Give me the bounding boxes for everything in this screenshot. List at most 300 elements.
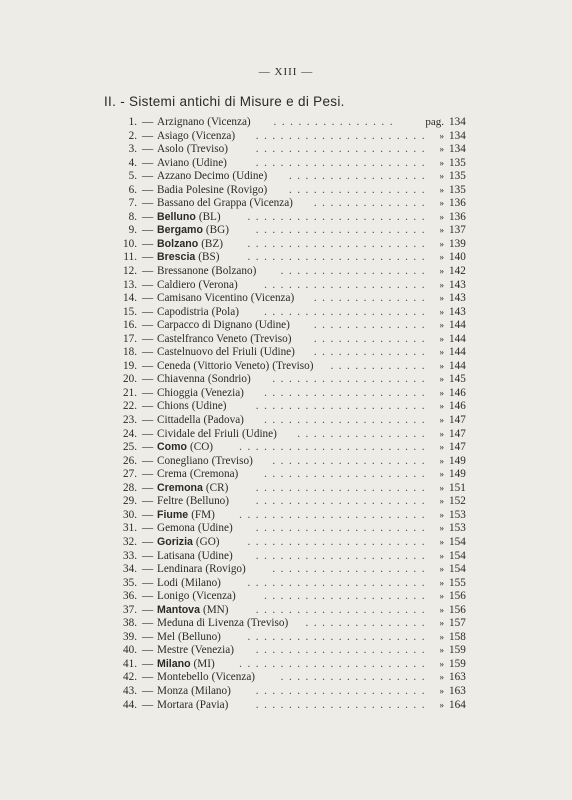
entry-place-name: Cividale del Friuli xyxy=(157,427,240,440)
entry-page-number: 135 xyxy=(449,156,466,169)
entry-dash: — xyxy=(142,386,154,399)
toc-entry xyxy=(0,184,572,198)
dot-leader: .................... xyxy=(264,305,430,318)
entry-number: 8. xyxy=(128,210,137,223)
toc-entry xyxy=(0,536,572,550)
entry-number: 21. xyxy=(123,386,137,399)
entry-number: 6. xyxy=(128,183,137,196)
entry-province: (Vicenza) xyxy=(192,590,236,603)
dot-leader: .............. xyxy=(313,292,430,305)
entry-page-number: 147 xyxy=(449,441,466,454)
entry-province: (Treviso) xyxy=(211,454,253,467)
entry-number: 37. xyxy=(123,603,137,616)
toc-entry xyxy=(0,224,572,238)
entry-province: (BZ) xyxy=(201,237,223,250)
entry-number: 40. xyxy=(123,644,137,657)
pag-label: pag. xyxy=(425,116,444,128)
ditto-mark: » xyxy=(439,144,444,155)
toc-entry xyxy=(0,211,572,225)
entry-province: (Milano) xyxy=(181,576,221,589)
entry-page-number: 145 xyxy=(449,373,466,386)
entry-number: 30. xyxy=(123,508,137,521)
entry-province: (BL) xyxy=(198,210,221,223)
entry-place-name: Ceneda (Vittorio Veneto) xyxy=(157,359,270,372)
entry-dash: — xyxy=(142,617,154,630)
entry-page-number: 135 xyxy=(449,170,466,183)
ditto-mark: » xyxy=(439,320,444,331)
entry-province: (Milano) xyxy=(191,684,231,697)
entry-number: 16. xyxy=(123,319,137,332)
entry-place-name: Conegliano xyxy=(157,454,209,467)
entry-title xyxy=(157,685,231,699)
entry-title xyxy=(157,590,236,604)
entry-province: (Verona) xyxy=(198,278,238,291)
ditto-mark: » xyxy=(439,184,444,195)
entry-place-name: Mortara xyxy=(157,698,194,711)
entry-page-number: 159 xyxy=(449,657,466,670)
entry-number: 22. xyxy=(123,400,137,413)
entry-title xyxy=(157,373,251,387)
entry-dash: — xyxy=(142,373,154,386)
entry-dash: — xyxy=(142,644,154,657)
entry-dash: — xyxy=(142,332,154,345)
dot-leader: ................... xyxy=(272,563,430,576)
dot-leader: ..................... xyxy=(255,549,430,562)
entry-number: 18. xyxy=(123,346,137,359)
ditto-mark: » xyxy=(439,252,444,263)
entry-title xyxy=(157,536,220,550)
entry-page-number: 149 xyxy=(449,454,466,467)
entry-dash: — xyxy=(142,549,154,562)
entry-title xyxy=(157,387,244,401)
toc-entry xyxy=(0,319,572,333)
ditto-mark: » xyxy=(439,347,444,358)
entry-dash: — xyxy=(142,359,154,372)
entry-dash: — xyxy=(142,481,154,494)
entry-page-number: 137 xyxy=(449,224,466,237)
entry-page-number: 140 xyxy=(449,251,466,264)
toc-entry xyxy=(0,617,572,631)
entry-title xyxy=(157,604,228,618)
entry-dash: — xyxy=(142,441,154,454)
toc-entry xyxy=(0,251,572,265)
ditto-mark: » xyxy=(439,482,444,493)
entry-page-number: 134 xyxy=(449,143,466,156)
entry-page-number: 144 xyxy=(449,319,466,332)
dot-leader: .................. xyxy=(280,671,430,684)
toc-entry xyxy=(0,604,572,618)
entry-title xyxy=(157,509,215,523)
toc-entry xyxy=(0,685,572,699)
entry-dash: — xyxy=(142,454,154,467)
ditto-mark: » xyxy=(439,564,444,575)
entry-place-name: Latisana xyxy=(157,549,195,562)
entry-province: (Pavia) xyxy=(196,698,229,711)
entry-province: (Udine) xyxy=(197,522,233,535)
entry-page-number: 156 xyxy=(449,603,466,616)
dot-leader: ............... xyxy=(273,116,398,128)
entry-number: 25. xyxy=(123,441,137,454)
section-title: II. - Sistemi antichi di Misure e di Pesi. xyxy=(104,94,345,109)
entry-place-name: Lonigo xyxy=(157,590,190,603)
toc-entry xyxy=(0,577,572,591)
toc-entry xyxy=(0,265,572,279)
entry-place-name: Mantova xyxy=(157,603,200,616)
entry-title xyxy=(157,414,244,428)
entry-title xyxy=(157,617,288,631)
dot-leader: ..................... xyxy=(255,495,430,508)
entry-number: 4. xyxy=(128,156,137,169)
entry-page-number: 163 xyxy=(449,671,466,684)
dot-leader: ..................... xyxy=(255,684,430,697)
entry-number: 38. xyxy=(123,617,137,630)
entry-dash: — xyxy=(142,603,154,616)
entry-province: (Treviso) xyxy=(272,359,314,372)
dot-leader: ....................... xyxy=(239,657,430,670)
entry-province: (MN) xyxy=(202,603,229,616)
entry-province: (Udine) xyxy=(232,170,268,183)
ditto-mark: » xyxy=(439,523,444,534)
dot-leader: ...................... xyxy=(247,251,430,264)
ditto-mark: » xyxy=(439,604,444,615)
entry-dash: — xyxy=(142,305,154,318)
entry-province: (Sondrio) xyxy=(207,373,251,386)
dot-leader: .................. xyxy=(280,265,430,278)
entry-title xyxy=(157,265,256,279)
entry-number: 10. xyxy=(123,237,137,250)
ditto-mark: » xyxy=(439,387,444,398)
entry-title xyxy=(157,658,215,672)
dot-leader: ...................... xyxy=(247,535,430,548)
entry-page-number: 151 xyxy=(449,481,466,494)
dot-leader: ....................... xyxy=(239,508,430,521)
dot-leader: ..................... xyxy=(255,522,430,535)
entry-title xyxy=(157,495,229,509)
entry-title xyxy=(157,306,239,320)
entry-place-name: Mel xyxy=(157,630,176,643)
entry-page-number: 144 xyxy=(449,359,466,372)
entry-dash: — xyxy=(142,224,154,237)
dot-leader: .................... xyxy=(264,386,430,399)
entry-title xyxy=(157,563,246,577)
entry-place-name: Lodi xyxy=(157,576,179,589)
entry-title xyxy=(157,197,293,211)
entry-page-number: 142 xyxy=(449,265,466,278)
entry-page-number: 146 xyxy=(449,386,466,399)
entry-number: 32. xyxy=(123,535,137,548)
ditto-mark: » xyxy=(439,157,444,168)
entry-place-name: Arzignano xyxy=(157,116,205,128)
ditto-mark: » xyxy=(439,496,444,507)
toc-entry xyxy=(0,550,572,564)
ditto-mark: » xyxy=(439,198,444,209)
toc-entry xyxy=(0,495,572,509)
ditto-mark: » xyxy=(439,645,444,656)
dot-leader: ................. xyxy=(288,170,430,183)
ditto-mark: » xyxy=(439,266,444,277)
entry-province: (FM) xyxy=(191,508,215,521)
entry-number: 14. xyxy=(123,292,137,305)
entry-number: 13. xyxy=(123,278,137,291)
entry-province: (Treviso) xyxy=(246,617,289,630)
ditto-mark: » xyxy=(439,333,444,344)
entry-title xyxy=(157,238,223,252)
entry-province: (Udine) xyxy=(242,427,277,440)
toc-entry xyxy=(0,441,572,455)
entry-place-name: Crema xyxy=(157,468,187,481)
toc-entry xyxy=(0,414,572,428)
entry-dash: — xyxy=(142,251,154,264)
dot-leader: .............. xyxy=(313,319,430,332)
entry-number: 31. xyxy=(123,522,137,535)
toc-entry xyxy=(0,482,572,496)
ditto-mark: » xyxy=(439,672,444,683)
entry-dash: — xyxy=(142,197,154,210)
entry-page-number: 144 xyxy=(449,332,466,345)
dot-leader: ....................... xyxy=(239,441,430,454)
entry-dash: — xyxy=(142,292,154,305)
entry-title xyxy=(157,251,219,265)
entry-place-name: Castelfranco Veneto xyxy=(157,332,248,345)
entry-page-number: 154 xyxy=(449,549,466,562)
entry-dash: — xyxy=(142,278,154,291)
entry-place-name: Chions xyxy=(157,400,189,413)
entry-number: 20. xyxy=(123,373,137,386)
entry-place-name: Bressanone xyxy=(157,265,209,278)
ditto-mark: » xyxy=(439,374,444,385)
entry-place-name: Monza xyxy=(157,684,189,697)
dot-leader: ..................... xyxy=(255,603,430,616)
dot-leader: ..................... xyxy=(255,481,430,494)
entry-province: (BG) xyxy=(205,224,229,237)
entry-province: (Venezia) xyxy=(201,386,244,399)
entry-title xyxy=(157,333,291,347)
entry-place-name: Feltre xyxy=(157,495,184,508)
toc-entry xyxy=(0,468,572,482)
entry-province: (Udine) xyxy=(192,156,227,169)
entry-title xyxy=(157,699,228,713)
entry-title xyxy=(157,400,227,414)
entry-number: 33. xyxy=(123,549,137,562)
dot-leader: ...................... xyxy=(247,576,430,589)
entry-province: (Vicenza) xyxy=(250,292,295,305)
toc-entry xyxy=(0,333,572,347)
entry-dash: — xyxy=(142,346,154,359)
entry-number: 26. xyxy=(123,454,137,467)
toc-entry xyxy=(0,644,572,658)
entry-province: (Vicenza) xyxy=(191,129,236,142)
entry-page-number: 157 xyxy=(449,617,466,630)
ditto-mark: » xyxy=(439,428,444,439)
entry-title xyxy=(157,211,221,225)
ditto-mark: » xyxy=(439,658,444,669)
entry-page-number: 153 xyxy=(449,508,466,521)
entry-title xyxy=(157,550,233,564)
entry-dash: — xyxy=(142,698,154,711)
ditto-mark: » xyxy=(439,171,444,182)
entry-dash: — xyxy=(142,237,154,250)
dot-leader: ..................... xyxy=(255,143,430,156)
toc-entry xyxy=(0,238,572,252)
entry-page-number: 139 xyxy=(449,237,466,250)
entry-page-number: 154 xyxy=(449,535,466,548)
page-header-numeral: — XIII — xyxy=(258,66,314,78)
entry-dash: — xyxy=(142,522,154,535)
entry-title xyxy=(157,428,277,442)
dot-leader: .................... xyxy=(264,278,430,291)
entry-place-name: Aviano xyxy=(157,156,190,169)
dot-leader: .............. xyxy=(313,332,430,345)
toc-entry xyxy=(0,509,572,523)
entry-province: (CO) xyxy=(190,441,214,454)
entry-place-name: Asiago xyxy=(157,129,189,142)
entry-number: 29. xyxy=(123,495,137,508)
ditto-mark: » xyxy=(439,455,444,466)
entry-place-name: Bassano del Grappa xyxy=(157,197,247,210)
entry-place-name: Gorizia xyxy=(157,535,193,548)
toc-entry xyxy=(0,130,572,144)
dot-leader: ................ xyxy=(297,427,430,440)
entry-province: (Bolzano) xyxy=(211,265,257,278)
entry-number: 3. xyxy=(128,143,137,156)
entry-province: (Udine) xyxy=(260,346,295,359)
entry-province: (CR) xyxy=(205,481,229,494)
entry-title xyxy=(157,157,227,171)
ditto-mark: » xyxy=(439,577,444,588)
toc-entry xyxy=(0,197,572,211)
ditto-mark: » xyxy=(439,591,444,602)
entry-place-name: Castelnuovo del Friuli xyxy=(157,346,258,359)
dot-leader: ...................... xyxy=(247,210,430,223)
entry-province: (Rovigo) xyxy=(205,563,246,576)
dot-leader: ..................... xyxy=(255,156,430,169)
entry-province: (Udine) xyxy=(191,400,227,413)
dot-leader: ...................... xyxy=(247,237,430,250)
entry-page-number: 164 xyxy=(449,698,466,711)
entry-dash: — xyxy=(142,400,154,413)
entry-place-name: Bergamo xyxy=(157,224,203,237)
entry-title xyxy=(157,671,255,685)
entry-page-number: 135 xyxy=(449,183,466,196)
ditto-mark: » xyxy=(439,618,444,629)
entry-page-number: 143 xyxy=(449,292,466,305)
entry-dash: — xyxy=(142,508,154,521)
ditto-mark: » xyxy=(439,306,444,317)
dot-leader: .............. xyxy=(313,346,430,359)
entry-title xyxy=(157,482,228,496)
entry-page-number: 134 xyxy=(449,129,466,142)
toc-entry xyxy=(0,400,572,414)
entry-dash: — xyxy=(142,671,154,684)
entry-dash: — xyxy=(142,265,154,278)
toc-entry xyxy=(0,143,572,157)
entry-province: (Pola) xyxy=(211,305,239,318)
entry-page-number: 136 xyxy=(449,197,466,210)
entry-province: (Treviso) xyxy=(186,143,228,156)
entry-title xyxy=(157,455,253,469)
ditto-mark: » xyxy=(439,699,444,710)
entry-page-number: 147 xyxy=(449,427,466,440)
table-of-contents xyxy=(0,116,572,712)
entry-title xyxy=(157,130,235,144)
entry-page-number: 156 xyxy=(449,590,466,603)
entry-title xyxy=(157,522,233,536)
entry-title xyxy=(157,292,294,306)
entry-number: 36. xyxy=(123,590,137,603)
entry-dash: — xyxy=(142,590,154,603)
ditto-mark: » xyxy=(439,536,444,547)
entry-number: 42. xyxy=(123,671,137,684)
dot-leader: ..................... xyxy=(255,698,430,711)
entry-province: (Belluno) xyxy=(178,630,221,643)
entry-dash: — xyxy=(142,427,154,440)
entry-page-number: 146 xyxy=(449,400,466,413)
entry-dash: — xyxy=(142,535,154,548)
toc-entry xyxy=(0,387,572,401)
entry-province: (Udine) xyxy=(197,549,233,562)
entry-province: (Venezia) xyxy=(191,644,234,657)
ditto-mark: » xyxy=(439,401,444,412)
entry-number: 5. xyxy=(128,170,137,183)
entry-dash: — xyxy=(142,319,154,332)
dot-leader: ............... xyxy=(305,617,430,630)
entry-number: 35. xyxy=(123,576,137,589)
entry-page-number: 155 xyxy=(449,576,466,589)
ditto-mark: » xyxy=(439,293,444,304)
toc-entry xyxy=(0,671,572,685)
entry-place-name: Brescia xyxy=(157,251,196,264)
entry-title xyxy=(157,319,290,333)
entry-number: 11. xyxy=(123,251,137,264)
entry-number: 44. xyxy=(123,698,137,711)
entry-place-name: Montebello xyxy=(157,671,209,684)
ditto-mark: » xyxy=(439,415,444,426)
entry-title xyxy=(157,184,267,198)
toc-entry xyxy=(0,116,572,130)
entry-number: 43. xyxy=(123,684,137,697)
dot-leader: ..................... xyxy=(255,129,430,142)
entry-place-name: Chiavenna xyxy=(157,373,205,386)
entry-place-name: Carpacco di Dignano xyxy=(157,319,253,332)
entry-title xyxy=(157,346,295,360)
entry-place-name: Milano xyxy=(157,657,191,670)
entry-dash: — xyxy=(142,414,154,427)
entry-place-name: Cremona xyxy=(157,481,203,494)
toc-entry xyxy=(0,157,572,171)
ditto-mark: » xyxy=(439,130,444,141)
entry-place-name: Caldiero xyxy=(157,278,196,291)
entry-dash: — xyxy=(142,143,154,156)
entry-number: 19. xyxy=(123,359,137,372)
toc-entry xyxy=(0,428,572,442)
entry-page-number: 143 xyxy=(449,305,466,318)
entry-dash: — xyxy=(142,156,154,169)
entry-title xyxy=(157,468,238,482)
entry-place-name: Capodistria xyxy=(157,305,209,318)
toc-entry xyxy=(0,360,572,374)
entry-place-name: Como xyxy=(157,441,188,454)
dot-leader: ..................... xyxy=(255,224,430,237)
entry-place-name: Gemona xyxy=(157,522,195,535)
entry-province: (Belluno) xyxy=(186,495,229,508)
dot-leader: .................... xyxy=(264,468,430,481)
entry-dash: — xyxy=(142,684,154,697)
entry-dash: — xyxy=(142,495,154,508)
ditto-mark: » xyxy=(439,279,444,290)
entry-place-name: Mestre xyxy=(157,644,189,657)
entry-page-number: 163 xyxy=(449,684,466,697)
entry-dash: — xyxy=(142,170,154,183)
